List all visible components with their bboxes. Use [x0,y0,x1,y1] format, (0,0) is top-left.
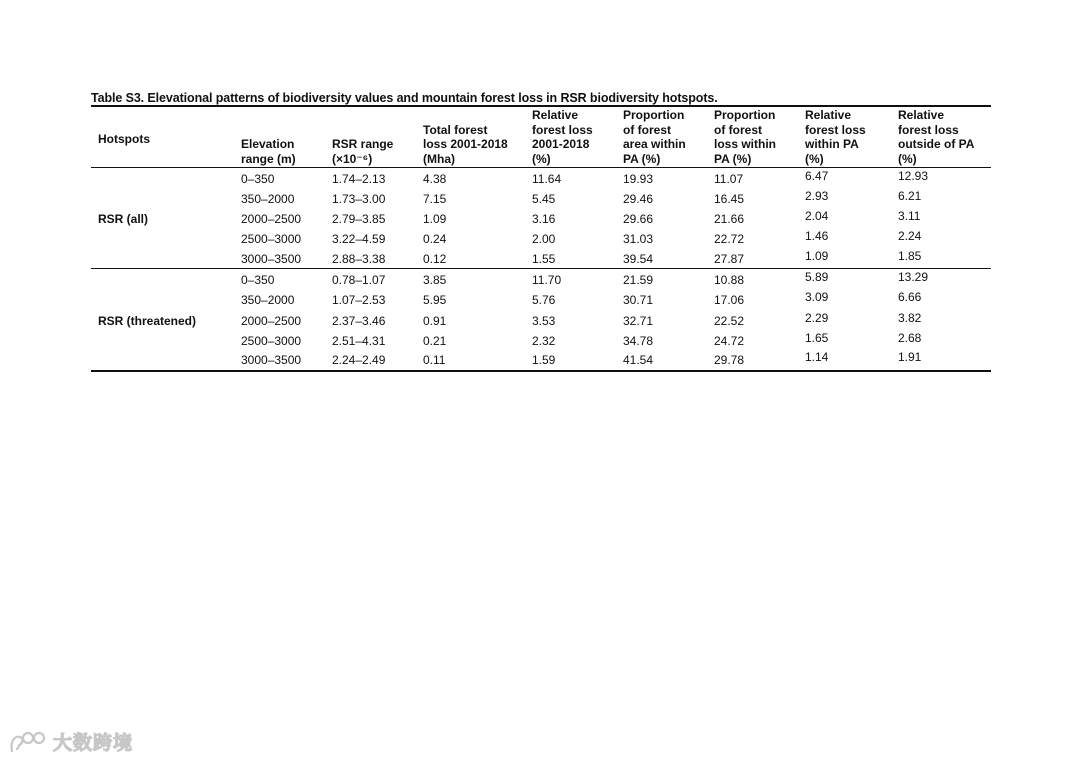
table-cell: 0–350 [241,273,275,287]
table-cell: 1.65 [805,331,829,345]
table-cell: 1.07–2.53 [332,293,386,307]
table-cell: 2.32 [532,334,556,348]
table-caption: Table S3. Elevational patterns of biodiversity values and mountain forest loss in RSR biodiversity hotspots. [91,91,718,105]
table-cell: 12.93 [898,169,929,183]
column-header-line: forest loss [532,122,593,137]
column-header-line: PA (%) [714,151,752,166]
column-header-line: Proportion [714,108,776,122]
table-cell: 31.03 [623,232,654,246]
table-cell: 3.16 [532,212,556,226]
column-header [805,108,866,166]
column-header [623,108,686,166]
table-cell: 0.12 [423,252,447,266]
table-cell: 0–350 [241,172,275,186]
hotspot-group-label: RSR (threatened) [98,314,197,328]
column-header-line: of forest [714,122,762,137]
table-cell: 2.93 [805,189,829,203]
watermark-text: 大数跨境 [53,732,134,754]
table-cell: 16.45 [714,192,745,206]
brand-logo-icon [8,729,48,755]
table-cell: 39.54 [623,252,654,266]
table-cell: 3000–3500 [241,353,302,367]
table-cell: 2000–2500 [241,314,302,328]
column-header [423,123,508,167]
column-header [714,108,776,166]
column-header [532,108,593,166]
table-cell: 24.72 [714,334,745,348]
table-cell: 11.70 [532,273,562,287]
table-cell: 6.47 [805,169,829,183]
column-header [98,132,150,147]
table-cell: 21.59 [623,273,654,287]
table-cell: 2.04 [805,209,829,223]
table-cell: 2.24 [898,229,922,243]
table-cell: 2500–3000 [241,232,302,246]
table-cell: 0.24 [423,232,447,246]
table-cell: 1.55 [532,252,556,266]
column-header-line: forest loss [805,122,866,137]
table-header-rule [91,167,991,168]
column-header-line: 2001-2018 [532,137,590,151]
column-header-line: (%) [805,151,824,166]
table-group-divider [91,268,991,269]
table-cell: 3.82 [898,311,922,325]
column-header [332,137,393,166]
table-cell: 29.46 [623,192,654,206]
column-header-line: Relative [532,108,579,122]
table-cell: 0.11 [423,353,446,367]
column-header-line: (%) [532,151,551,166]
table-cell: 2.79–3.85 [332,212,386,226]
table-cell: 29.66 [623,212,654,226]
table-cell: 0.78–1.07 [332,273,386,287]
column-header-line: area within [623,137,686,151]
table-cell: 6.21 [898,189,922,203]
table-cell: 2.24–2.49 [332,353,386,367]
table-cell: 3000–3500 [241,252,302,266]
table-cell: 1.74–2.13 [332,172,386,186]
table-cell: 350–2000 [241,192,295,206]
table-cell: 3.09 [805,290,829,304]
table-cell: 4.38 [423,172,447,186]
table-cell: 2.68 [898,331,922,345]
table-cell: 5.89 [805,270,829,284]
column-header [898,108,974,166]
table-cell: 1.85 [898,249,922,263]
table-cell: 2.51–4.31 [332,334,386,348]
table-cell: 3.11 [898,209,921,223]
column-header-line: Total forest [423,122,488,137]
column-header-line: forest loss [898,122,959,137]
table-cell: 29.78 [714,353,745,367]
column-header-line: range (m) [241,151,296,166]
column-header-line: within PA [805,137,859,151]
table-cell: 1.14 [805,350,829,364]
table-cell: 3.53 [532,314,556,328]
table-cell: 5.45 [532,192,556,206]
column-header-line: loss 2001-2018 [423,137,508,151]
table-cell: 0.21 [423,334,447,348]
table-cell: 0.91 [423,314,447,328]
table-cell: 2.29 [805,311,829,325]
table-cell: 1.46 [805,229,829,243]
table-cell: 21.66 [714,212,745,226]
table-cell: 2.00 [532,232,556,246]
table-cell: 30.71 [623,293,654,307]
table-cell: 3.85 [423,273,447,287]
table-cell: 2500–3000 [241,334,302,348]
table-cell: 1.59 [532,353,556,367]
table-cell: 34.78 [623,334,654,348]
table-bottom-rule [91,370,991,372]
table-cell: 41.54 [623,353,654,367]
table-cell: 22.52 [714,314,745,328]
table-cell: 11.64 [532,172,562,186]
table-cell: 2000–2500 [241,212,302,226]
table-cell: 19.93 [623,172,654,186]
column-header-line: Relative [805,108,852,122]
table-cell: 1.73–3.00 [332,192,386,206]
column-header-line: Elevation [241,137,295,151]
column-header-line: loss within [714,137,777,151]
hotspot-group-label: RSR (all) [98,212,149,226]
column-header-line: (%) [898,151,917,166]
table-cell: 27.87 [714,252,745,266]
table-cell: 17.06 [714,293,745,307]
column-header-line: (×10⁻⁶) [332,151,373,166]
column-header-line: (Mha) [423,151,455,166]
column-header-line: PA (%) [623,151,661,166]
table-cell: 5.95 [423,293,447,307]
table-cell: 1.09 [805,249,829,263]
table-cell: 1.91 [898,350,922,364]
table-cell: 350–2000 [241,293,295,307]
table-cell: 7.15 [423,192,447,206]
table-top-rule [91,105,991,107]
column-header-line: Proportion [623,108,685,122]
table-cell: 6.66 [898,290,922,304]
column-header [241,137,296,166]
column-header-line: Hotspots [98,132,150,146]
column-header-line: outside of PA [898,137,975,151]
table-cell: 11.07 [714,172,744,186]
watermark [8,728,133,755]
column-header-line: Relative [898,108,945,122]
table-cell: 10.88 [714,273,745,287]
table-cell: 5.76 [532,293,556,307]
table-cell: 22.72 [714,232,745,246]
table-cell: 1.09 [423,212,447,226]
table-cell: 3.22–4.59 [332,232,386,246]
column-header-line: of forest [623,122,671,137]
table-cell: 2.88–3.38 [332,252,386,266]
table-cell: 13.29 [898,270,929,284]
column-header-line: RSR range [332,137,394,151]
table-cell: 32.71 [623,314,654,328]
table-cell: 2.37–3.46 [332,314,386,328]
